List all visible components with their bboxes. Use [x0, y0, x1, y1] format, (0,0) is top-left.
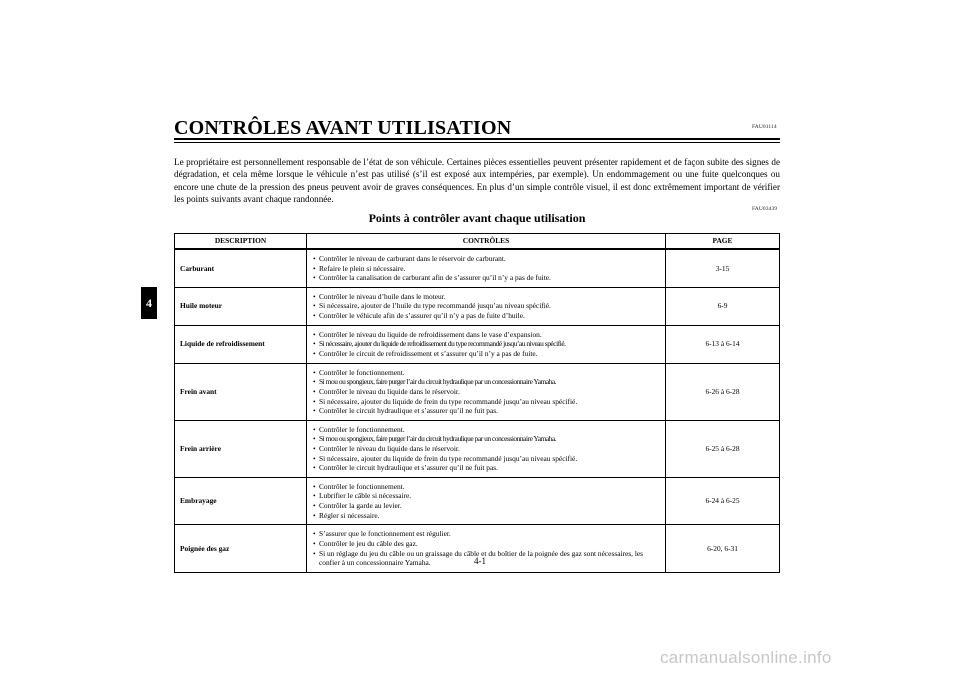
table-row: [175, 325, 780, 363]
table-row: [175, 287, 780, 325]
table-header-row: [175, 234, 780, 250]
control-item: • Si nécessaire, ajouter de l’huile du type recommandé jusqu’au niveau spécifié.: [313, 301, 661, 311]
control-item: • Si mou ou spongieux, faire purger l’air du circuit hydraulique par un concessionnaire Yamaha.: [313, 377, 661, 387]
row-description: Frein arrière: [175, 420, 307, 477]
section-subtitle: Points à contrôler avant chaque utilisation: [368, 211, 586, 225]
row-description: Carburant: [175, 249, 307, 287]
section-code: FAU03439: [752, 206, 778, 212]
control-item: • Si nécessaire, ajouter du liquide de frein du type recommandé jusqu’au niveau spécifié.: [313, 454, 661, 464]
row-page: 6-25 à 6-28: [666, 420, 780, 477]
control-item: • Contrôler la garde au levier.: [313, 501, 661, 511]
row-page: 6-20, 6-31: [666, 525, 780, 573]
pre-operation-checks-table: [174, 233, 780, 573]
title-rule: [174, 138, 780, 140]
row-controls: [307, 477, 666, 524]
control-item: • Contrôler le circuit hydraulique et s’assurer qu’il ne fuit pas.: [313, 406, 661, 416]
control-item: • Si un réglage du jeu du câble ou un graissage du câble et du boîtier de la poignée des gaz sont nécessaires, les confier à un concessionnaire Yamaha.: [313, 549, 661, 568]
row-description: Frein avant: [175, 363, 307, 420]
control-item: • Si nécessaire, ajouter du liquide de refroidissement du type recommandé jusqu’au niveau spécifié.: [313, 339, 661, 349]
control-item: • Contrôler le fonctionnement.: [313, 368, 661, 378]
row-controls: [307, 249, 666, 287]
watermark: carmanualsonline.info: [660, 648, 832, 667]
title-rule-thin: [174, 142, 780, 143]
row-page: 6-26 à 6-28: [666, 363, 780, 420]
row-page: 3-15: [666, 249, 780, 287]
chapter-tab: 4: [141, 287, 157, 319]
row-controls: [307, 420, 666, 477]
row-page: 6-24 à 6-25: [666, 477, 780, 524]
control-item: • Contrôler le niveau du liquide dans le réservoir.: [313, 444, 661, 454]
row-description: Embrayage: [175, 477, 307, 524]
control-item: • Contrôler le niveau du liquide dans le réservoir.: [313, 387, 661, 397]
control-item: • Contrôler la canalisation de carburant afin de s’assurer qu’il n’y a pas de fuite.: [313, 273, 661, 283]
page-title: CONTRÔLES AVANT UTILISATION: [174, 117, 512, 139]
control-item: • Contrôler le circuit hydraulique et s’assurer qu’il ne fuit pas.: [313, 463, 661, 473]
table-row: [175, 249, 780, 287]
control-item: • Si nécessaire, ajouter du liquide de frein du type recommandé jusqu’au niveau spécifié.: [313, 397, 661, 407]
row-description: Liquide de refroidissement: [175, 325, 307, 363]
header-controls: CONTRÔLES: [307, 234, 666, 250]
control-item: • Contrôler le fonctionnement.: [313, 425, 661, 435]
control-item: • Régler si nécessaire.: [313, 511, 661, 521]
control-item: • Contrôler le circuit de refroidissement et s’assurer qu’il n’y a pas de fuite.: [313, 349, 661, 359]
control-item: • S’assurer que le fonctionnement est régulier.: [313, 529, 661, 539]
control-item: • Contrôler le niveau du liquide de refroidissement dans le vase d’expansion.: [313, 330, 661, 340]
row-controls: [307, 325, 666, 363]
intro-paragraph: Le propriétaire est personnellement responsable de l’état de son véhicule. Certaines pièces essentielles peuvent présenter rapidement et de façon subite des signes de dégradation, et cela même lorsque le véhicule n’est pas utilisé (s’il est exposé aux intempéries, par exemple). Un endommagement ou une fuite quelconques ou encore une chute de la pression des pneus peuvent avoir de graves conséquences. En plus d’un simple contrôle visuel, il est donc extrêmement important de vérifier les points suivants avant chaque randonnée.: [174, 157, 780, 205]
control-item: • Contrôler le véhicule afin de s’assurer qu’il n’y a pas de fuite d’huile.: [313, 311, 661, 321]
row-description: Huile moteur: [175, 287, 307, 325]
row-page: 6-13 à 6-14: [666, 325, 780, 363]
control-item: • Contrôler le niveau d’huile dans le moteur.: [313, 292, 661, 302]
header-description: DESCRIPTION: [175, 234, 307, 250]
document-code: FAU01114: [752, 124, 777, 130]
row-page: 6-9: [666, 287, 780, 325]
table-row: [175, 363, 780, 420]
row-controls: [307, 363, 666, 420]
header-page: PAGE: [666, 234, 780, 250]
control-item: • Lubrifier le câble si nécessaire.: [313, 491, 661, 501]
row-controls: [307, 287, 666, 325]
control-item: • Contrôler le jeu du câble des gaz.: [313, 539, 661, 549]
page-number: 4-1: [474, 556, 486, 566]
row-description: Poignée des gaz: [175, 525, 307, 573]
control-item: • Refaire le plein si nécessaire.: [313, 264, 661, 274]
control-item: • Si mou ou spongieux, faire purger l’air du circuit hydraulique par un concessionnaire Yamaha.: [313, 434, 661, 444]
table-row: [175, 477, 780, 524]
table-row: [175, 420, 780, 477]
control-item: • Contrôler le niveau de carburant dans le réservoir de carburant.: [313, 254, 661, 264]
control-item: • Contrôler le fonctionnement.: [313, 482, 661, 492]
